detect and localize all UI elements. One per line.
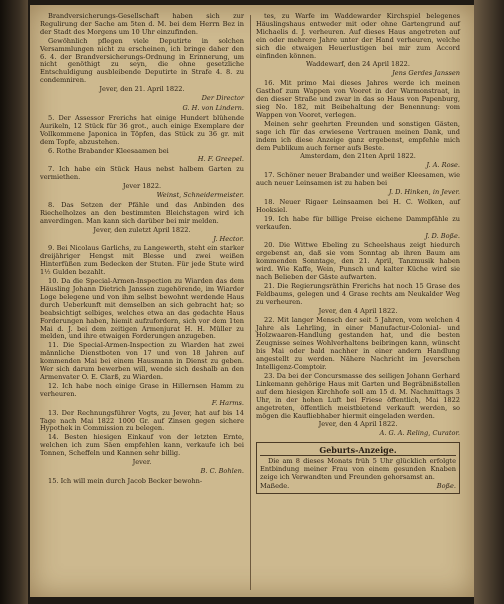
announcement-paragraph: 6. Rothe Brabander Kleesaamen bei (48, 146, 169, 155)
birth-notice-box (256, 442, 460, 494)
birth-notice-text: Die am 8 dieses Monats früh 5 Uhr glücklich erfolgte Entbindung meiner Frau von einem gesunden Knaben zeige ich Verwandten und Freunden gehorsamst an. (260, 457, 456, 482)
announcement-signature: J. D. Boße. (425, 231, 460, 240)
announcement-date: Jever, den 21. April 1822. (99, 85, 185, 94)
right-column (256, 13, 460, 494)
announcement-paragraph: Meinen sehr geehrten Freunden und sonstigen Gästen, sage ich für das erwiesene Vertrauen meinen Dank, und indem ich diese Anzeige ganz ergebenst, empfehle mich dem Publikum auch ferner aufs Beste. (256, 119, 460, 152)
page-edge (474, 0, 504, 604)
announcement-paragraph: 15. Ich will mein durch Jacob Becker bewohn- (48, 476, 203, 485)
birth-notice-signature: Boße. (436, 481, 456, 490)
announcement-paragraph: Gewöhnlich pflegen viele Deputirte in solchen Versammlungen nicht zu erscheinen, ich bringe daher den 6. 4. der Brandversicherungs-Ordnung in Erinnerung, um nicht genöthigt zu seyn, die ohne gesetzliche Entschuldigung ausbleibende Deputirte in Strafe 4. 8. zu condemniren. (40, 36, 244, 85)
announcement-paragraph: 14. Besten hiesigen Einkauf von der letzten Ernte, welchen ich zum Säen empfehlen kann, verkaufe ich bei Tonnen, Scheffeln und Kannen sehr billig. (40, 433, 244, 458)
announcement-paragraph: 17. Schöner neuer Brabander und weißer Kleesamen, wie auch neuer Leinsamen ist zu haben bei (256, 171, 460, 188)
announcement-signature: G. H. von Lindern. (182, 103, 244, 112)
announcement-paragraph: 13. Der Rechnungsführer Vogts, zu Jever, hat auf bis 14 Tage nach Mai 1822 1000 Gr. auf Zinsen gegen sichere Hypothek in Commission zu belegen. (40, 408, 244, 433)
column-divider (250, 15, 251, 590)
announcement-signature: A. G. A. Reling, Curator. (379, 429, 460, 438)
announcement-paragraph: 16. Mit primo Mai dieses Jahres werde ich meinen Gasthof zum Wappen von Vooret in der Warmonstraat, in den dieser Straße und zwar in das so Haus von Papenburg, sieg No. 182, mit Beibehaltung der Benennung: vom Wappen von Vooret, verlegen. (256, 79, 460, 119)
announcement-paragraph: 9. Bei Nicolaus Garlichs, zu Langewerth, steht ein starker dreijähriger Hengst mit Blesse und zwei weißen Hinterfüßen zum Bedecken der Stuten. Für jede Stute wird 1½ Gulden bezahlt. (40, 244, 244, 277)
announcement-signature: Jens Gerdes Janssen (392, 69, 460, 78)
announcement-paragraph: 11. Die Special-Armen-Inspection zu Wiarden hat zwei männliche Dienstboten von 17 und von 18 Jahren auf kommenden Mai bei einem Hausmann in Dienst zu geben. Wer sich darum bewerben will, wende sich deshalb an den Armenvater O. E. Clarß, zu Wiarden. (40, 341, 244, 381)
announcement-signature: B. C. Bohlen. (200, 466, 244, 475)
announcement-signature: J. A. Rose. (426, 161, 460, 170)
birth-notice-place: Maßede. (260, 481, 290, 490)
announcement-paragraph: 5. Der Assessor Frerichs hat einige Hundert blühende Aurikeln, 12 Stück für 36 grot., auch einige Exemplare der Vollkommene Japonica in Töpfen, das Stück zu 36 gr. mit dem Topfe, abzustehen. (40, 113, 244, 146)
announcement-signature: Weinst, Schneidermeister. (156, 191, 244, 200)
announcement-paragraph: 7. Ich habe ein Stück Haus nebst halbem Garten zu vermiethen. (40, 165, 244, 182)
announcement-signature: J. D. Hinken, in Jever. (388, 188, 460, 197)
announcement-date: Amsterdam, den 21ten April 1822. (300, 152, 416, 161)
announcement-paragraph: 18. Neuer Rigaer Leinsaamen bei H. C. Wolken, auf Hooksiel. (256, 197, 460, 214)
announcement-paragraph: 22. Mit langer Mensch der seit 5 Jahren, vom welchen 4 Jahre als Lehrling, in einer Manufactur-Colonial- und Holzwaaren-Handlung gestanden hat, und die besten Zeugnisse seines Wohlverhaltens beibringen kann, wünscht bis Mai oder bald nachher in einer andern Handlung angestellt zu werden. Nähere Nachricht im Jeverschen Intelligenz-Comptoir. (256, 315, 460, 372)
left-column (40, 13, 244, 487)
announcement-signature: J. Hector. (213, 234, 244, 243)
announcement-paragraph: 8. Das Setzen der Pfähle und das Anbinden des Riechelholzes an den bestimmten Bleichstagen wird ich anverdingen. Man kann sich darüber bei mir melden. (40, 200, 244, 225)
announcement-paragraph: 21. Die Regierungsräthin Frerichs hat noch 15 Grase des Feldbaums, gelegen und 4 Grase rechts am Neukalder Weg zu verheuren. (256, 282, 460, 306)
announcement-paragraph: 20. Die Wittwe Ebeling zu Scheelshaus zeigt hiedurch ergebenst an, daß sie vom Sonntag ab ihren Baum am kommenden Sonntage, den 21. April, Tanzmusik haben wird. Wie Kaffe, Wein, Punsch und kalter Küche wird sie nach Belieben der Gäste aufwarten. (256, 241, 460, 282)
announcement-date: Jever. (132, 458, 152, 467)
announcement-signature: F. Harms. (211, 398, 244, 407)
announcement-date: Jever, den 4 April 1822. (318, 420, 398, 429)
announcement-paragraph: 19. Ich habe für billige Preise eichene Dammpfähle zu verkaufen. (256, 214, 460, 231)
announcement-signature: Der Director (201, 94, 244, 103)
announcement-date: Waddewarf, den 24 April 1822. (306, 60, 410, 69)
newspaper-page (30, 5, 474, 597)
announcement-paragraph: tes, zu Warfe im Waddewarder Kirchspiel belegenes Häuslingshaus entweder mit oder ohne Gartengrund auf Michaelis d. J. verheuren. Auf dieses Haus angetreten auf ein oder mehrere Jahre unter der Hand verheuren, welche sich die etwaigen Heuerlustigen bei mir zum Accord einfinden können. (256, 12, 460, 60)
announcement-signature: H. F. Greepel. (197, 155, 244, 164)
announcement-date: Jever 1822. (122, 182, 162, 191)
announcement-date: Jever, den 4 April 1822. (318, 306, 398, 315)
announcement-paragraph: 12. Ich habe noch einige Grase in Hillernsen Hamm zu verheuren. (40, 381, 244, 398)
book-spine (0, 0, 28, 604)
birth-notice-title: Geburts-Anzeige. (260, 445, 456, 456)
announcement-date: Jever, den zuletzt April 1822. (93, 225, 191, 234)
announcement-paragraph: 23. Da bei der Concursmasse des seiligen Johann Gerhard Linkemann gehörige Haus mit Garten und Begräbnißstellen auf dem hiesigen Kirchhofe soll am 15 d. M. Nachmittags 3 Uhr, in der hohen Luft bei Friese öffentlich, Mai 1822 angetreten, öffentlich meistbietend verkauft werden, so mögen die Kaufliebhaber hiermit eingeladen werden. (256, 371, 460, 420)
announcement-paragraph: Brandversicherungs-Gesellschaft haben sich zur Regulirung der Sache am 5ten d. M. bei dem Herrn Bez in der Stadt des Morgens um 10 Uhr einzufinden. (40, 12, 244, 36)
announcement-paragraph: 10. Da die Special-Armen-Inspection zu Wiarden das dem Häusling Johann Dietrich Janssen zugehörende, im Wiarder Loge belegene und von ihm selbst bewohnt werdende Haus durch Ueberkunft mit demselben an sich gebracht hat; so beabsichtigt selbiges, welches etwa an das gedachte Haus Forderungen haben, hiemit aufzufordern, sich vor dem 1ten Mai d. J. bei dem zeitigen Armenjurat H. H. Müller zu melden, und ihre etwaigen Forderungen anzugeben. (40, 277, 244, 341)
